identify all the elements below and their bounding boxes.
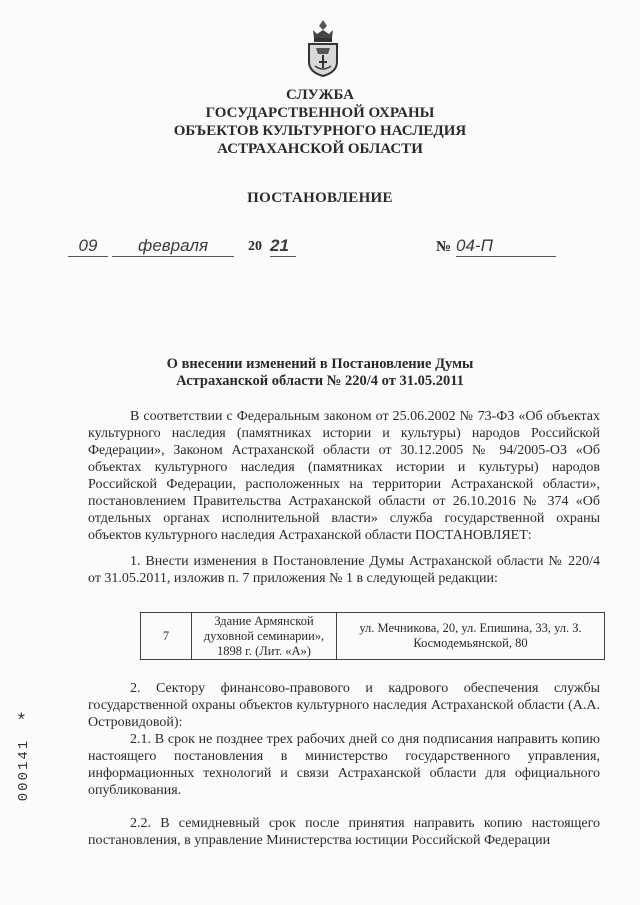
paragraph-text: 2.2. В семидневный срок после принятия направить копию настоящего постановления, в управление Министерства юстиции Российской Федерации (88, 816, 600, 848)
number-label: № (436, 239, 452, 255)
subject-line: О внесении изменений в Постановление Думы (166, 356, 474, 372)
date-month: февраля (112, 236, 234, 257)
body-paragraph-2 (88, 553, 600, 587)
paragraph-text: 1. Внести изменения в Постановление Думы Астраханской области № 220/4 от 31.05.2011, изложив п. 7 приложения № 1 в следующей редакции: (88, 554, 600, 586)
body-paragraph-5 (88, 815, 600, 849)
coat-of-arms-icon (304, 18, 342, 78)
document-date (68, 236, 289, 258)
body-paragraph-4 (88, 731, 600, 799)
paragraph-text: В соответствии с Федеральным законом от 25.06.2002 № 73-ФЗ «Об объектах культурного наследия (памятниках истории и культуры) народов Российской Федерации», Законом Астраханской области от 30.12.2005 № 94/2005-ОЗ «Об объектах культурного наследия (памятниках истории и культуры) народов Российской Федерации, расположенных на территории Астраханской области», постановлением Правительства Астраханской области от 26.10.2016 № 374 «Об отдельных органах исполнительной власти» служба государственной охраны объектов культурного наследия Астраханской области ПОСТАНОВЛЯЕТ: (88, 409, 600, 543)
date-year-prefix: 20 (248, 239, 262, 254)
org-line: АСТРАХАНСКОЙ ОБЛАСТИ (217, 141, 423, 157)
body-paragraph-3 (88, 680, 600, 731)
document-subject (0, 356, 640, 390)
object-table (140, 612, 605, 660)
paragraph-text: 2. Сектору финансово-правового и кадрового обеспечения службы государственной охраны объектов культурного наследия Астраханской области (А.А. Островидовой): (88, 681, 600, 730)
org-line: ГОСУДАРСТВЕННОЙ ОХРАНЫ (205, 105, 435, 121)
date-day: 09 (68, 236, 108, 257)
paragraph-text: 2.1. В срок не позднее трех рабочих дней со дня подписания направить копию настоящего постановления в министерство государственного управления, информационных технологий и связи Астраханской области для официального опубликования. (88, 732, 600, 798)
asterisk-mark: * (16, 712, 27, 732)
document-number (436, 236, 556, 258)
date-year-suffix: 21 (270, 236, 296, 257)
table-cell-name: Здание Армянской духовной семинарии», 1898 г. (Лит. «А») (192, 613, 337, 659)
date-year (248, 236, 289, 255)
side-stamp (14, 712, 34, 822)
body-paragraph-1 (88, 408, 600, 544)
table-cell-address: ул. Мечникова, 20, ул. Епишина, 33, ул. З. Космодемьянской, 80 (359, 621, 582, 650)
number-value: 04-П (456, 236, 556, 257)
org-line: ОБЪЕКТОВ КУЛЬТУРНОГО НАСЛЕДИЯ (173, 123, 467, 139)
serial-number: 000141 (16, 738, 32, 802)
subject-line: Астраханской области № 220/4 от 31.05.2011 (176, 373, 464, 389)
organization-name (0, 86, 640, 158)
table-cell-number: 7 (141, 613, 192, 659)
document-type: ПОСТАНОВЛЕНИЕ (247, 190, 393, 206)
org-line: СЛУЖБА (285, 87, 355, 103)
